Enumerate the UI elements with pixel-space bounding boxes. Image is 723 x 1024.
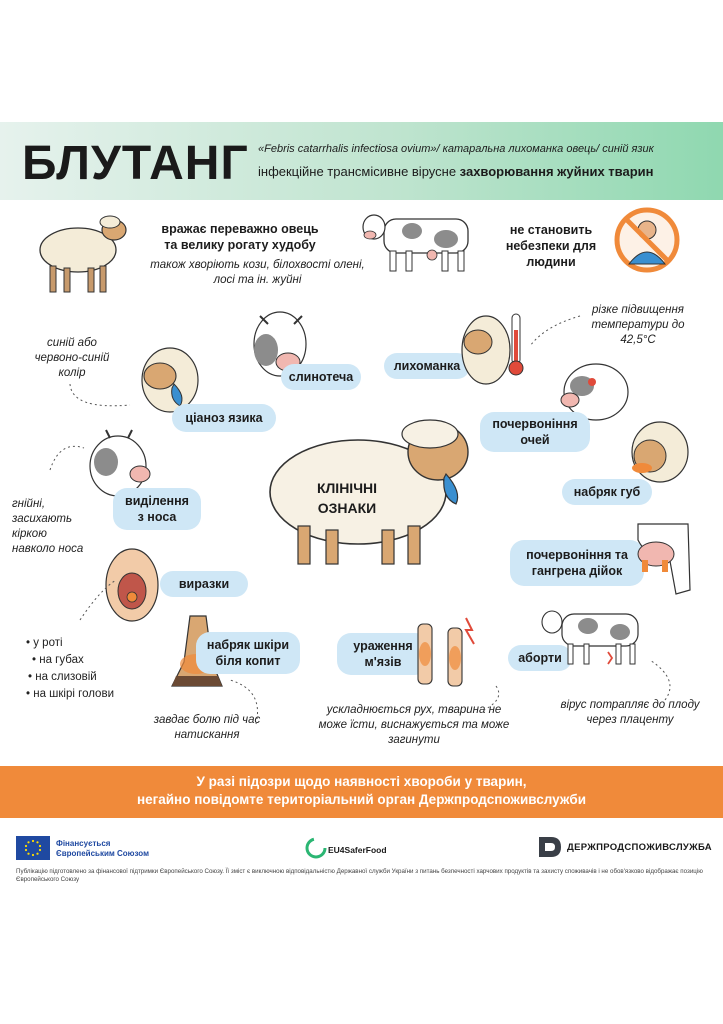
sign-fever: лихоманка bbox=[384, 353, 470, 379]
no-danger-text: не становить небезпеки для людини bbox=[505, 223, 597, 269]
sign-ulcers: виразки bbox=[160, 571, 248, 597]
disclaimer: Публікацію підготовлено за фінансової підтримки Європейського Союзу. Її зміст є виключною відповідальністю Державної служби України з питань безпечності харчових продуктів та захисту споживачів і не обов'язково відображає позицію Європейського Союзу bbox=[16, 868, 703, 883]
latin-name: «Febris catarrhalis infectiosa ovium»/ катаральна лихоманка овець/ синій язик bbox=[258, 143, 654, 155]
fever-note: різке підвищення температури до 42,5°C bbox=[591, 304, 685, 346]
abortion-note: вірус потрапляє до плоду через плаценту bbox=[560, 699, 700, 726]
banner-line-1: У разі підозри щодо наявності хвороби у тварин, bbox=[196, 774, 527, 789]
sign-hoof-swelling: набряк шкіри біля копит bbox=[196, 632, 300, 674]
sign-teat-gangrene: почервоніння та гангрена дійок bbox=[510, 540, 644, 586]
eu-funding-line-2: Європейським Союзом bbox=[56, 849, 149, 858]
muscle-note: ускладнюється рух, тварина не може їсти, виснажується та може загинути bbox=[318, 704, 510, 746]
eu4saferfood-text: EU4SaferFood bbox=[328, 845, 387, 855]
ulcer-location-item: • на губах bbox=[32, 654, 84, 666]
sign-lip-swelling: набряк губ bbox=[562, 479, 652, 505]
subtitle-bold: захворювання жуйних тварин bbox=[459, 164, 654, 179]
dps-text: ДЕРЖПРОДСПОЖИВСЛУЖБА bbox=[567, 842, 712, 853]
sign-muscle-damage: ураження м'язів bbox=[337, 633, 429, 675]
eu-funding-line-1: Фінансується bbox=[56, 839, 111, 848]
ulcer-location-item: • на слизовій bbox=[28, 671, 97, 683]
ulcer-location-item: • на шкірі голови bbox=[26, 688, 114, 700]
also-affected-note: також хворіють кози, білохвості олені, лосі та ін. жуйні bbox=[150, 259, 365, 286]
sign-abortion: аборти bbox=[508, 645, 572, 671]
subtitle-plain: інфекційне трансмісивне вірусне bbox=[258, 164, 460, 179]
sign-eye-redness: почервоніння очей bbox=[480, 412, 590, 452]
sign-salivation: слинотеча bbox=[281, 364, 361, 390]
affects-text: вражає переважно овець та велику рогату худобу bbox=[161, 222, 319, 252]
sign-cyanosis-tongue: ціаноз язика bbox=[172, 404, 276, 432]
sign-nasal-discharge: виділення з носа bbox=[113, 488, 201, 530]
nasal-discharge-note: гнійні, засихають кіркою навколо носа bbox=[12, 498, 84, 555]
ulcer-location-item: • у роті bbox=[26, 637, 63, 649]
page-title: БЛУТАНГ bbox=[22, 137, 249, 190]
banner-line-2: негайно повідомте територіальний орган Держпродспоживслужби bbox=[136, 792, 587, 807]
center-label: КЛІНІЧНІ ОЗНАКИ bbox=[316, 480, 378, 516]
cyanosis-note: синій або червоно-синій колір bbox=[34, 337, 110, 379]
hoof-note: завдає болю під час натискання bbox=[153, 714, 261, 741]
